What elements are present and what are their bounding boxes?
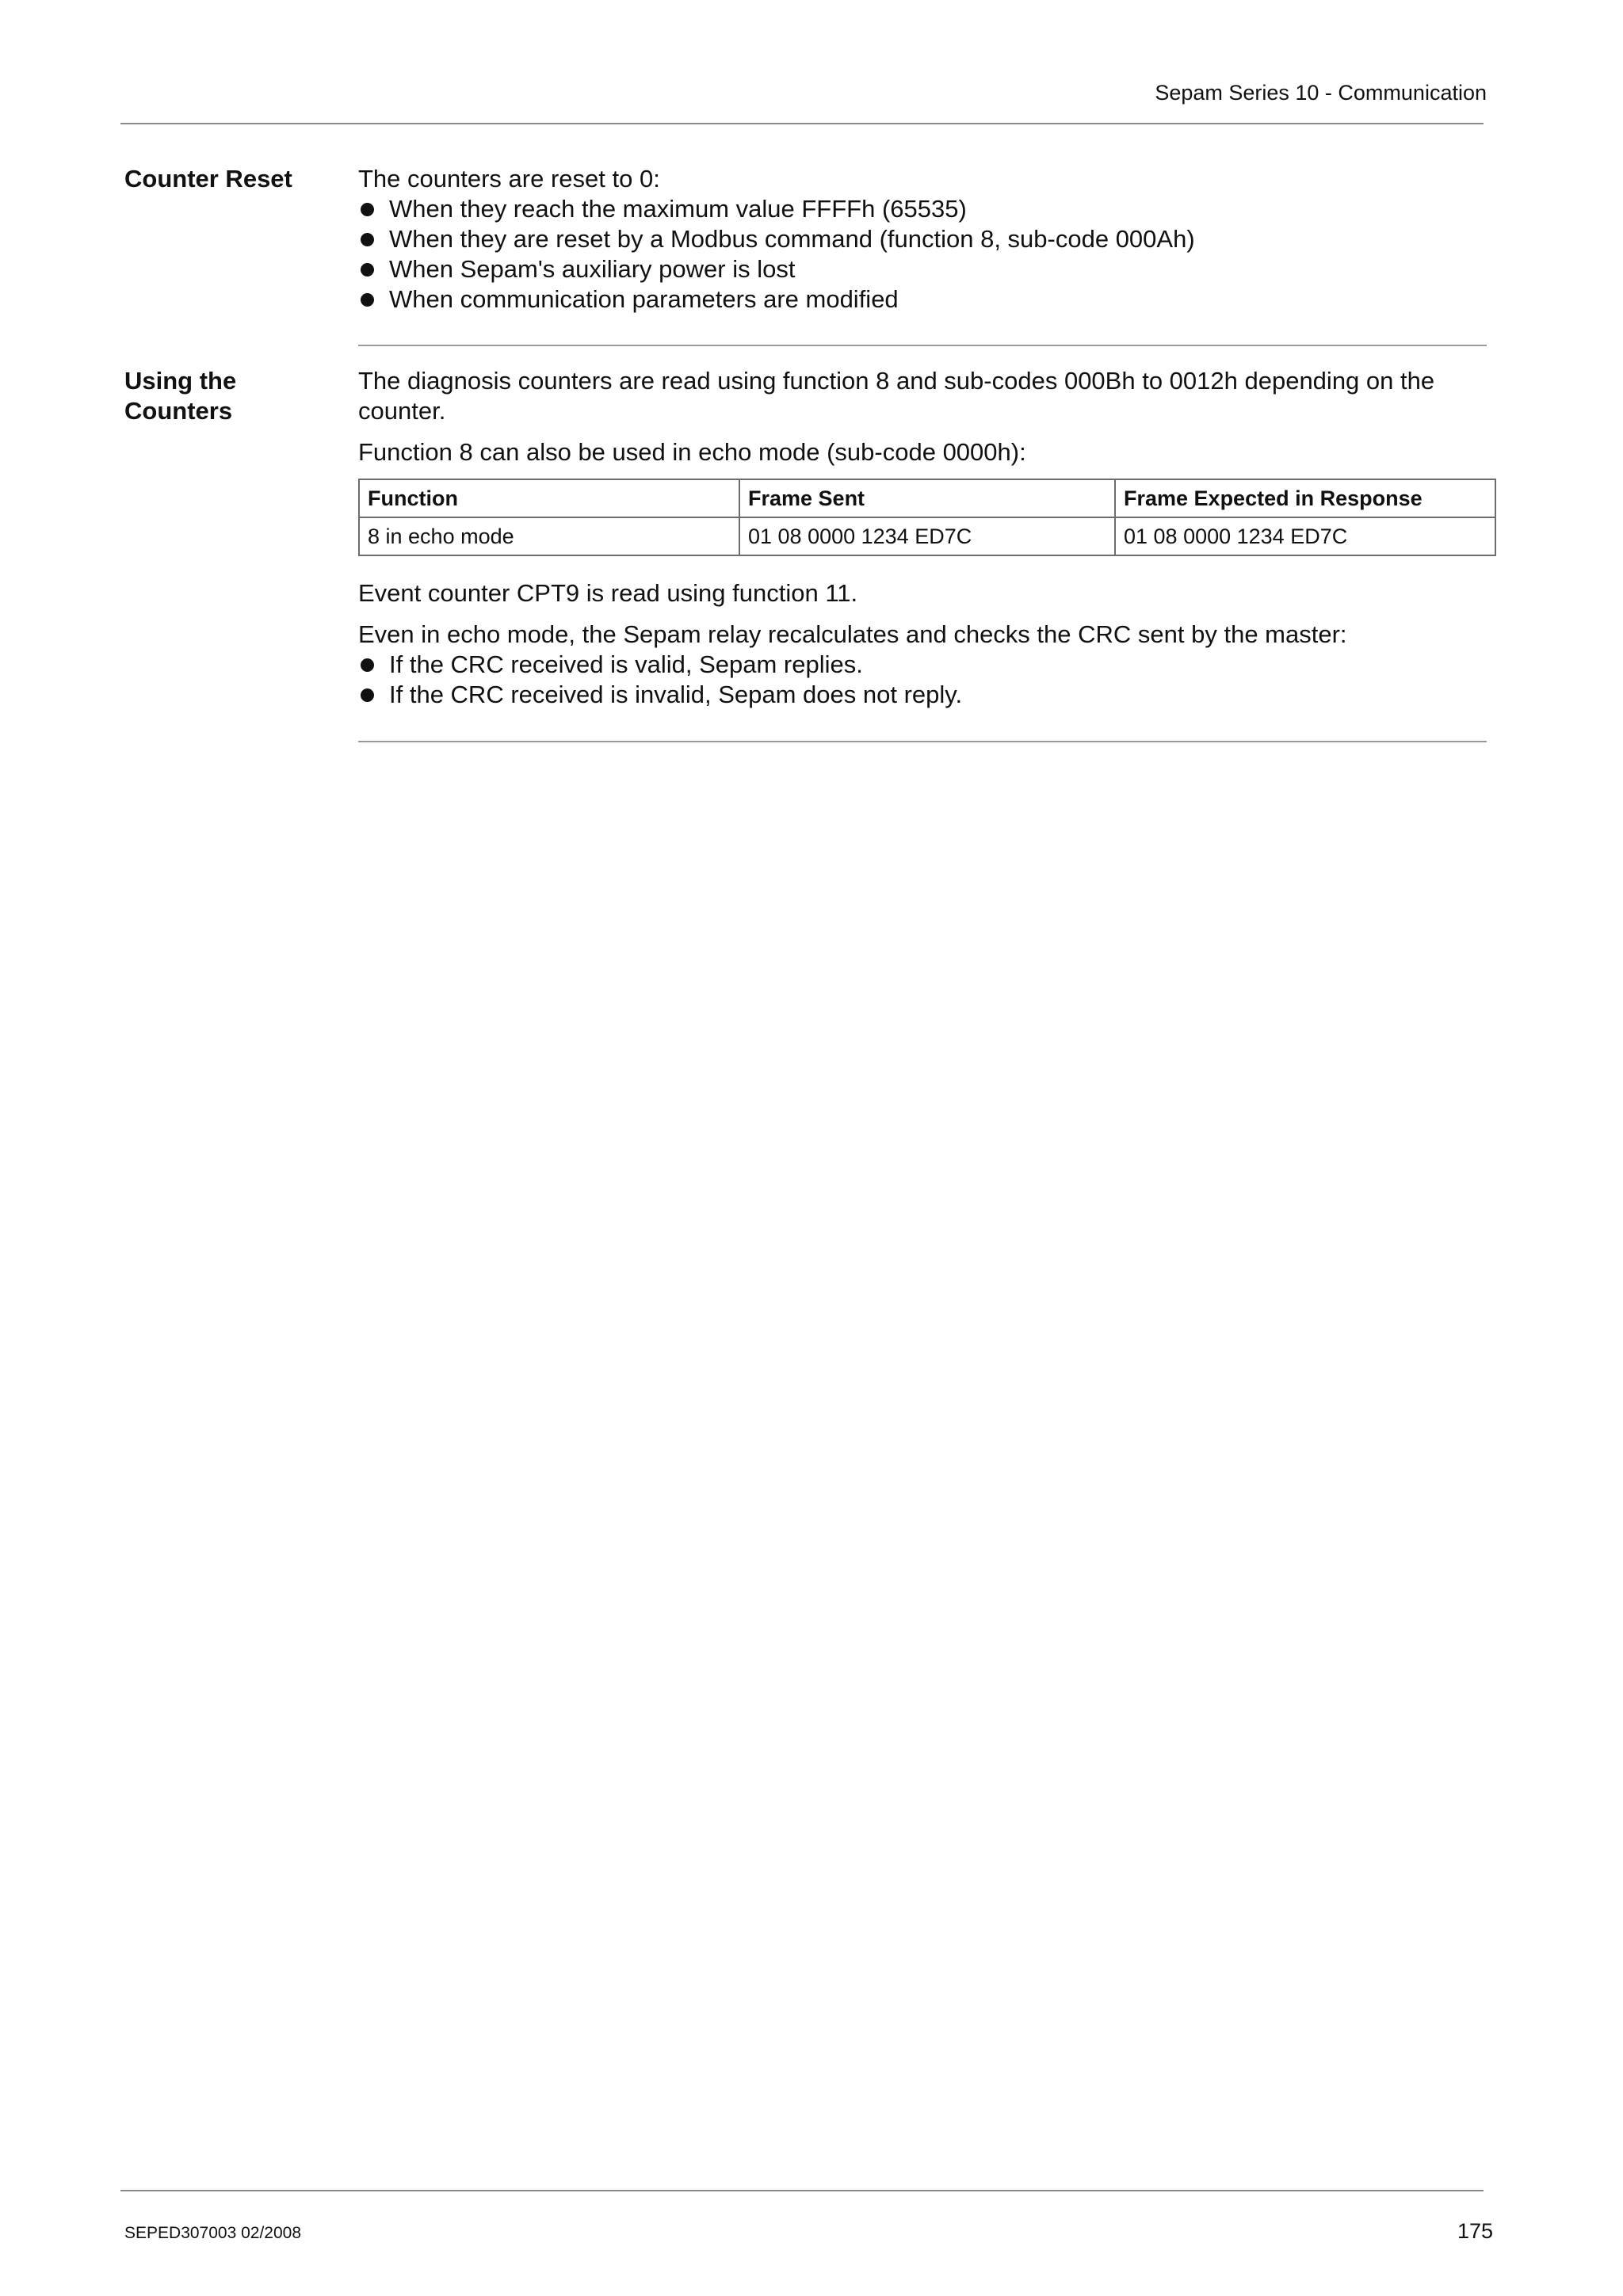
echo-mode-paragraph: Function 8 can also be used in echo mode (sub-code 0000h): bbox=[358, 438, 1026, 466]
bullet-icon bbox=[361, 203, 374, 216]
section-label-counter-reset: Counter Reset bbox=[124, 165, 292, 193]
list-item: If the CRC received is valid, Sepam replies. bbox=[358, 650, 1491, 680]
list-item: When Sepam's auxiliary power is lost bbox=[358, 254, 1491, 284]
running-header: Sepam Series 10 - Communication bbox=[1155, 81, 1487, 105]
bullet-icon bbox=[361, 263, 374, 277]
using-counters-paragraph: The diagnosis counters are read using function 8 and sub-codes 000Bh to 0012h depending on the counter. bbox=[358, 367, 1435, 425]
header-divider bbox=[120, 123, 1484, 124]
event-counter-paragraph: Event counter CPT9 is read using function 11. bbox=[358, 579, 858, 607]
section-divider bbox=[358, 345, 1487, 346]
table-cell: 01 08 0000 1234 ED7C bbox=[1115, 517, 1495, 555]
bullet-icon bbox=[361, 233, 374, 246]
table-row bbox=[359, 517, 1495, 555]
column-header-frame-sent: Frame Sent bbox=[739, 479, 1115, 517]
section-counter-reset bbox=[358, 164, 1491, 315]
list-item: When they are reset by a Modbus command (function 8, sub-code 000Ah) bbox=[358, 224, 1491, 254]
section-label-using-counters: Using the Counters bbox=[124, 367, 237, 425]
column-header-frame-expected: Frame Expected in Response bbox=[1115, 479, 1495, 517]
table-cell: 8 in echo mode bbox=[359, 517, 739, 555]
bullet-icon bbox=[361, 658, 374, 672]
crc-list bbox=[358, 650, 1491, 710]
document-reference: SEPED307003 02/2008 bbox=[124, 2224, 302, 2242]
table-cell: 01 08 0000 1234 ED7C bbox=[739, 517, 1115, 555]
footer-divider bbox=[120, 2190, 1484, 2191]
counter-reset-intro: The counters are reset to 0: bbox=[358, 165, 660, 193]
page-number: 175 bbox=[1457, 2219, 1493, 2243]
section-using-counters bbox=[358, 366, 1491, 710]
echo-frame-table bbox=[358, 479, 1496, 556]
crc-paragraph: Even in echo mode, the Sepam relay recalculates and checks the CRC sent by the master: bbox=[358, 620, 1347, 648]
list-item: When they reach the maximum value FFFFh (65535) bbox=[358, 194, 1491, 224]
column-header-function: Function bbox=[359, 479, 739, 517]
list-item: If the CRC received is invalid, Sepam does not reply. bbox=[358, 680, 1491, 710]
table-header-row bbox=[359, 479, 1495, 517]
list-item: When communication parameters are modified bbox=[358, 284, 1491, 315]
bullet-icon bbox=[361, 293, 374, 307]
counter-reset-list bbox=[358, 194, 1491, 315]
bullet-icon bbox=[361, 688, 374, 702]
section-divider bbox=[358, 741, 1487, 742]
